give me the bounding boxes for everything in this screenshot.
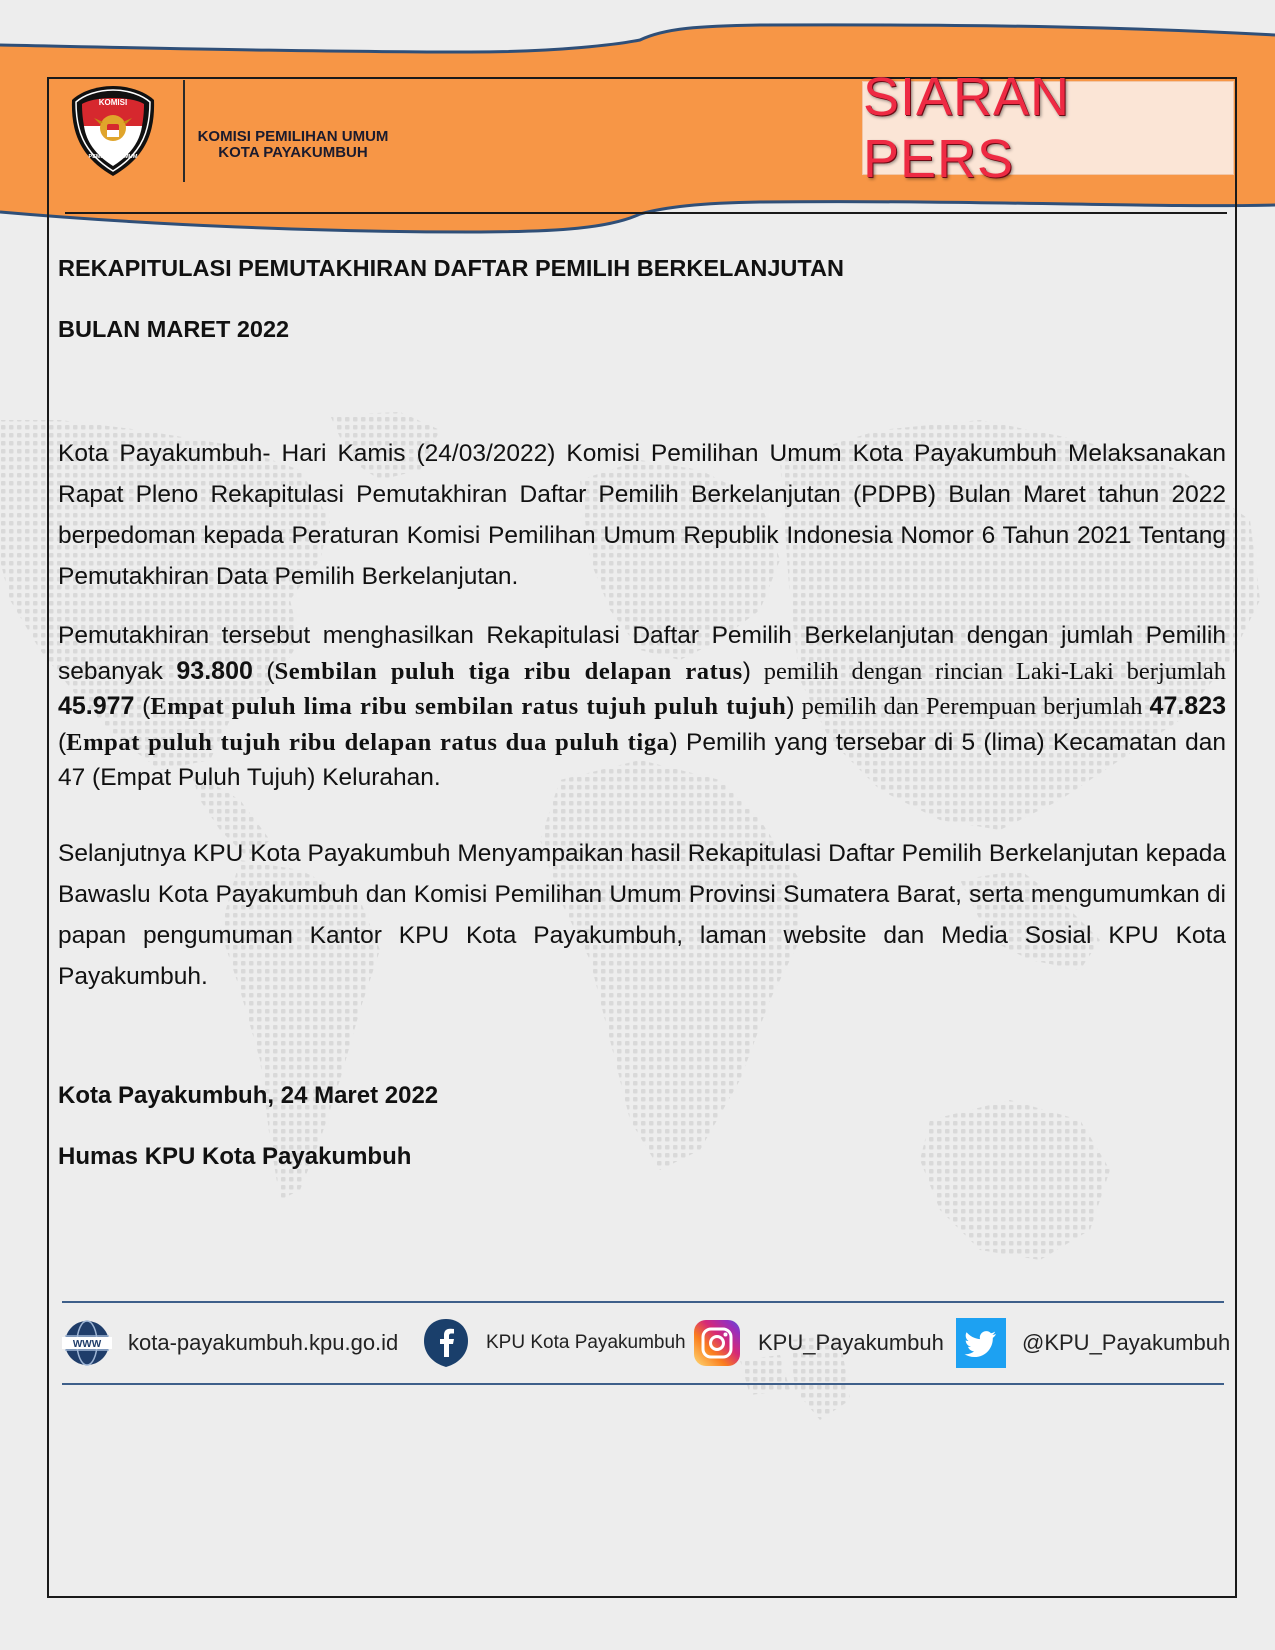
logo-text-top: KOMISI <box>98 98 128 107</box>
twitter-link[interactable]: @KPU_Payakumbuh <box>1022 1330 1231 1355</box>
male-voters-number: 45.977 <box>58 692 135 720</box>
signatory: Humas KPU Kota Payakumbuh <box>58 1143 412 1170</box>
paragraph-2: Pemutakhiran tersebut menghasilkan Rekapitulasi Daftar Pemilih Berkelanjutan dengan jumlah Pemilih sebanyak 93.800 (Sembilan puluh tiga ribu delapan ratus) pemilih dengan rincian Laki-Laki berjumlah 45.977 (Empat puluh lima ribu sembilan ratus tujuh puluh tujuh) pemilih dan Perempuan berjumlah 47.823 (Empat puluh tujuh ribu delapan ratus dua puluh tiga) Pemilih yang tersebar di 5 (lima) Kecamatan dan 47 (Empat Puluh Tujuh) Kelurahan. <box>58 622 1227 791</box>
website-link[interactable]: kota-payakumbuh.kpu.go.id <box>128 1330 399 1355</box>
org-name-line2: KOTA PAYAKUMBUH <box>218 144 368 161</box>
document-subtitle: BULAN MARET 2022 <box>58 316 290 342</box>
twitter-icon <box>956 1318 1006 1368</box>
p2-intro: Pemutakhiran tersebut menghasilkan Rekapitulasi Daftar Pemilih Berkelanjutan dengan jumlah Pemilih sebanyak <box>58 622 1226 685</box>
facebook-link[interactable]: KPU Kota Payakumbuh <box>486 1332 686 1353</box>
total-voters-words: Sembilan puluh tiga ribu delapan ratus <box>274 657 743 685</box>
p2-after-total: pemilih dengan rincian Laki-Laki berjumlah <box>750 657 1227 685</box>
p2-after-male: pemilih dan Perempuan berjumlah <box>794 693 1150 720</box>
footer-rule-bottom <box>62 1383 1224 1385</box>
male-voters-words: Empat puluh lima ribu sembilan ratus tujuh puluh tujuh <box>150 693 787 720</box>
org-name-line1: KOMISI PEMILIHAN UMUM <box>197 128 389 145</box>
document-title: REKAPITULASI PEMUTAKHIRAN DAFTAR PEMILIH BERKELANJUTAN <box>58 255 844 281</box>
globe-www-icon <box>62 1318 112 1368</box>
p2-outro: Pemilih yang tersebar di 5 (lima) Kecamatan dan 47 (Empat Puluh Tujuh) Kelurahan. <box>58 728 1226 791</box>
footer-instagram[interactable] <box>692 1316 944 1370</box>
press-release-badge <box>862 67 1234 189</box>
footer-facebook[interactable] <box>422 1316 686 1370</box>
kpu-logo-icon <box>70 84 156 178</box>
place-date: Kota Payakumbuh, 24 Maret 2022 <box>58 1082 439 1109</box>
paragraph-1: Kota Payakumbuh- Hari Kamis (24/03/2022) Komisi Pemilihan Umum Kota Payakumbuh Melaksanakan Rapat Pleno Rekapitulasi Pemutakhiran Daftar Pemilih Berkelanjutan (PDPB) Bulan Maret tahun 2022 berpedoman kepada Peraturan Komisi Pemilihan Umum Republik Indonesia Nomor 6 Tahun 2021 Tentang Pemutakhiran Data Pemilih Berkelanjutan. <box>58 440 1226 590</box>
female-voters-number: 47.823 <box>1149 692 1227 720</box>
footer-rule-top <box>62 1301 1224 1303</box>
logo-text-bottom: PEMILIHAN UMUM <box>88 154 138 160</box>
total-voters-number: 93.800 <box>176 656 253 685</box>
header-rule <box>65 212 1227 214</box>
footer-twitter[interactable] <box>956 1316 1230 1370</box>
footer-website[interactable] <box>62 1316 398 1370</box>
www-label: WWW <box>72 1339 102 1350</box>
female-voters-words: Empat puluh tujuh ribu delapan ratus dua puluh tiga <box>66 728 670 756</box>
organization-name <box>183 129 403 161</box>
facebook-icon <box>422 1317 470 1369</box>
instagram-link[interactable]: KPU_Payakumbuh <box>758 1330 944 1355</box>
instagram-icon <box>692 1318 742 1368</box>
paragraph-3: Selanjutnya KPU Kota Payakumbuh Menyampaikan hasil Rekapitulasi Daftar Pemilih Berkelanjutan kepada Bawaslu Kota Payakumbuh dan Komisi Pemilihan Umum Provinsi Sumatera Barat, serta mengumumkan di papan pengumuman Kantor KPU Kota Payakumbuh, laman website dan Media Sosial KPU Kota Payakumbuh. <box>58 840 1226 990</box>
press-release-badge-text: SIARAN PERS <box>863 67 1071 189</box>
